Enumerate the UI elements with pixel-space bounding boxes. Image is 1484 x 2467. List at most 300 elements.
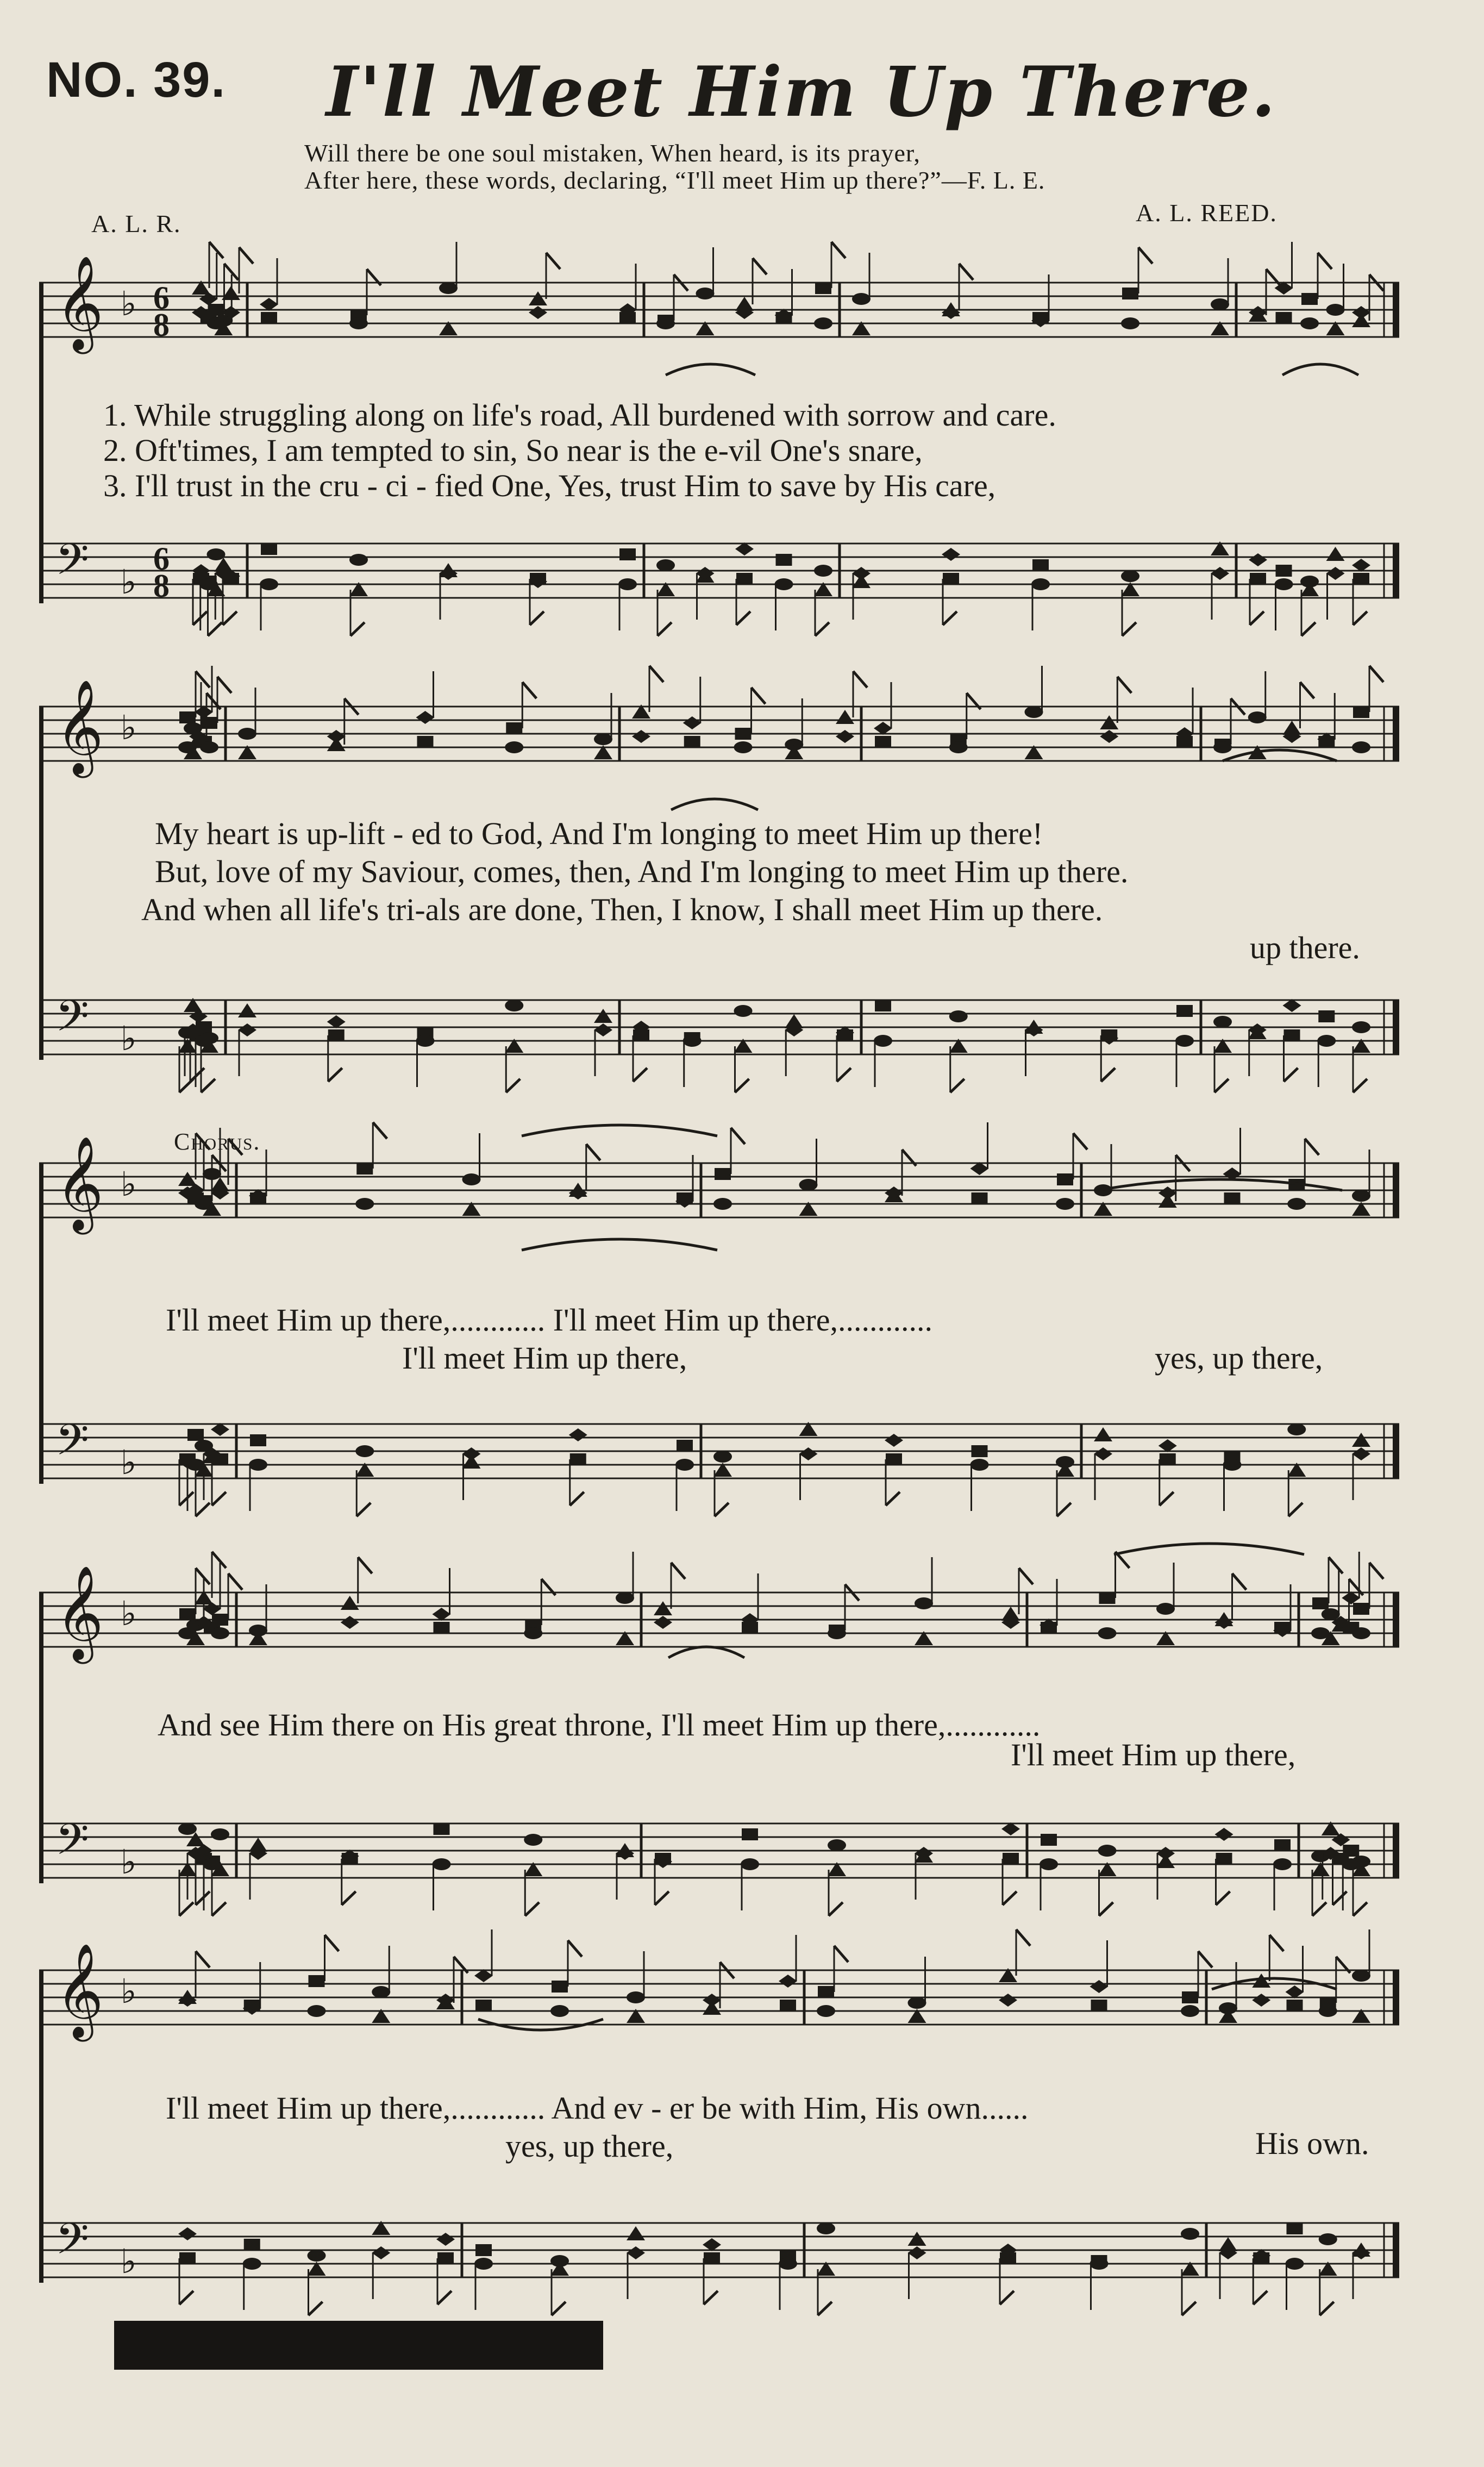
note-head — [703, 1994, 721, 2007]
note-head — [684, 736, 700, 748]
note-flag — [1300, 682, 1314, 698]
note-head — [742, 1828, 758, 1840]
note-flag — [1353, 611, 1367, 625]
note-head — [570, 1453, 586, 1465]
note-head — [594, 1009, 612, 1023]
note-head — [244, 2000, 260, 2012]
bass-clef-icon: 𝄢 — [55, 2214, 89, 2275]
note-head — [655, 1853, 671, 1865]
note-head — [474, 2258, 493, 2270]
note-head — [569, 1428, 587, 1441]
note-flag — [1288, 1503, 1303, 1516]
final-barline — [1393, 1592, 1399, 1647]
note-flag — [1216, 1891, 1230, 1905]
note-head — [775, 578, 793, 590]
note-head — [704, 2252, 720, 2264]
note-flag — [1101, 1068, 1115, 1082]
note-flag — [1369, 666, 1383, 682]
note-flag — [752, 688, 766, 704]
note-flag — [328, 1068, 342, 1082]
note-flag — [1369, 1563, 1383, 1579]
note-flag — [179, 1492, 193, 1506]
note-head — [776, 554, 792, 566]
note-flag — [1057, 1503, 1071, 1516]
slur — [1114, 1544, 1304, 1554]
note-head — [505, 741, 523, 753]
note-flag — [196, 1503, 210, 1516]
note-head — [1025, 1023, 1043, 1036]
flat-icon: ♭ — [121, 1842, 137, 1882]
note-head — [1283, 999, 1301, 1012]
note-head — [852, 567, 871, 580]
note-head — [1181, 2005, 1199, 2017]
note-head — [1342, 1591, 1360, 1604]
note-head — [703, 2238, 721, 2251]
note-flag — [1312, 1902, 1326, 1916]
note-head — [713, 1451, 732, 1463]
note-head — [1003, 1853, 1019, 1865]
note-flag — [309, 2302, 323, 2315]
note-head — [875, 1000, 891, 1011]
note-head — [178, 1823, 197, 1835]
note-head — [619, 548, 636, 560]
note-flag — [179, 1902, 193, 1916]
note-head — [212, 1614, 228, 1626]
note-head — [594, 733, 612, 745]
final-barline — [1393, 1823, 1399, 1878]
note-head — [417, 736, 434, 748]
note-head — [1181, 2228, 1199, 2240]
slur — [1282, 364, 1358, 375]
note-flag — [658, 622, 672, 636]
note-head — [908, 2246, 926, 2259]
note-flag — [950, 1079, 965, 1092]
note-head — [1032, 559, 1049, 571]
note-head — [416, 1035, 435, 1047]
note-flag — [834, 1946, 848, 1962]
note-head — [828, 1839, 846, 1851]
note-head — [355, 1198, 374, 1210]
note-head — [683, 1035, 702, 1047]
note-head — [178, 1994, 197, 2007]
note-head — [250, 1192, 266, 1204]
note-head — [799, 1447, 818, 1460]
note-head — [1211, 567, 1229, 580]
note-head — [342, 1853, 358, 1865]
note-head — [1213, 1016, 1232, 1028]
note-flag — [837, 1068, 851, 1082]
note-head — [433, 1608, 451, 1621]
note-head — [372, 1986, 390, 1998]
note-head — [1032, 312, 1049, 324]
note-head — [201, 717, 217, 729]
verse-3-line-2: And when all life's tri-als are done, Then, I know, I shall meet Him up there. — [141, 892, 1103, 927]
note-head — [308, 2250, 326, 2262]
note-flag — [358, 1557, 372, 1573]
note-head — [1253, 2252, 1269, 2264]
note-head — [439, 282, 458, 294]
note-head — [1287, 1423, 1306, 1435]
note-flag — [1117, 677, 1131, 693]
note-flag — [1269, 1935, 1283, 1951]
final-barline — [1393, 2223, 1399, 2277]
note-flag — [325, 1935, 339, 1951]
slur — [666, 364, 755, 375]
note-head — [632, 730, 650, 743]
note-head — [1252, 1994, 1270, 2007]
note-head — [474, 1969, 493, 1982]
final-barline — [1393, 1163, 1399, 1217]
note-flag — [196, 1568, 210, 1584]
note-head — [1249, 306, 1267, 319]
note-head — [1319, 2005, 1337, 2017]
note-head — [799, 1179, 818, 1191]
note-head — [1275, 578, 1293, 590]
note-head — [836, 730, 854, 743]
note-head — [349, 317, 368, 329]
system-bracket — [39, 707, 43, 1060]
chorus-line-3-echo-b: His own. — [1255, 2126, 1369, 2161]
note-head — [677, 1192, 693, 1204]
note-head — [817, 2005, 835, 2017]
note-flag — [1253, 2291, 1267, 2304]
note-head — [211, 1423, 229, 1436]
note-head — [439, 567, 458, 580]
note-head — [972, 1445, 988, 1457]
note-head — [1274, 1839, 1291, 1851]
flat-icon: ♭ — [121, 1164, 137, 1204]
note-head — [1274, 1622, 1291, 1634]
epigraph-line-2: After here, these words, declaring, “I'll meet Him up there?”—F. L. E. — [304, 166, 1045, 194]
treble-clef-icon: 𝄞 — [55, 1943, 104, 2038]
epigraph-line-1: Will there be one soul mistaken, When heard, is its prayer, — [304, 139, 921, 167]
note-flag — [715, 1503, 729, 1516]
verse-2-line-1: 2. Oft'times, I am tempted to sin, So near is the e-vil One's snare, — [103, 433, 923, 468]
note-head — [616, 1847, 634, 1860]
note-head — [1031, 578, 1050, 590]
note-flag — [1353, 1902, 1367, 1916]
note-head — [436, 2233, 455, 2246]
note-head — [244, 2239, 260, 2251]
note-head — [550, 2005, 569, 2017]
note-head — [814, 317, 832, 329]
note-head — [627, 1991, 645, 2003]
note-head — [633, 1029, 649, 1041]
note-head — [616, 1592, 634, 1604]
note-head — [207, 548, 226, 560]
note-head — [195, 705, 213, 719]
chorus-line-2: And see Him there on His great throne, I'll meet Him up there,............ — [158, 1707, 1041, 1742]
note-head — [776, 312, 792, 324]
note-head — [627, 2226, 645, 2240]
note-flag — [373, 1122, 387, 1139]
slur — [522, 1239, 717, 1250]
note-head — [327, 730, 346, 743]
note-head — [970, 1459, 989, 1471]
note-head — [309, 1975, 325, 1987]
note-head — [874, 1035, 892, 1047]
note-flag — [1284, 1068, 1298, 1082]
note-head — [434, 1823, 450, 1835]
note-head — [260, 578, 278, 590]
note-head — [828, 1627, 846, 1639]
note-head — [475, 2000, 492, 2012]
note-head — [713, 1198, 732, 1210]
note-flag — [196, 1891, 210, 1905]
note-head — [1352, 1021, 1370, 1033]
note-flag — [1019, 1568, 1033, 1584]
verse-1-line-2: My heart is up-lift - ed to God, And I'm longing to meet Him up there! — [155, 816, 1043, 851]
time-signature-bottom: 8 — [153, 307, 170, 343]
time-signature-top: 6 — [153, 541, 170, 577]
note-head — [462, 1173, 481, 1185]
note-head — [683, 716, 702, 729]
treble-clef-icon: 𝄞 — [55, 679, 104, 774]
note-flag — [228, 1573, 242, 1590]
note-head — [1248, 711, 1267, 723]
note-head — [208, 304, 224, 316]
note-head — [569, 1186, 587, 1200]
note-head — [179, 1608, 196, 1620]
hymn-number: NO. 39. — [46, 52, 227, 108]
note-head — [1249, 553, 1267, 566]
note-head — [942, 306, 960, 319]
note-head — [627, 2246, 645, 2259]
note-head — [434, 1622, 450, 1634]
chorus-line-3: I'll meet Him up there,............ And ev - er be with Him, His own...... — [166, 2090, 1029, 2126]
note-head — [1094, 1427, 1112, 1441]
note-flag — [1073, 1133, 1087, 1150]
note-flag — [886, 1492, 900, 1506]
note-head — [261, 543, 277, 555]
note-head — [1286, 2258, 1304, 2270]
note-head — [1159, 1439, 1177, 1452]
note-flag — [568, 1940, 582, 1957]
note-head — [436, 1994, 455, 2007]
note-head — [243, 2258, 261, 2270]
chorus-line-3-echo-a: yes, up there, — [505, 2128, 674, 2164]
treble-clef-icon: 𝄞 — [55, 1136, 104, 1231]
note-head — [1041, 1834, 1057, 1846]
note-head — [1121, 570, 1139, 582]
chorus-line-1-echo-b: yes, up there, — [1155, 1340, 1323, 1376]
note-head — [475, 2244, 492, 2256]
note-head — [416, 711, 435, 724]
note-head — [1312, 1597, 1329, 1609]
note-head — [506, 722, 522, 734]
note-flag — [1016, 1929, 1030, 1946]
note-head — [179, 2252, 196, 2264]
flat-icon: ♭ — [121, 1971, 137, 2011]
note-head — [1276, 312, 1292, 324]
bass-clef-icon: 𝄢 — [55, 1415, 89, 1476]
treble-clef-icon: 𝄞 — [55, 255, 104, 350]
note-flag — [735, 1079, 749, 1092]
note-head — [1317, 1035, 1336, 1047]
note-head — [677, 1440, 693, 1452]
slur — [1223, 750, 1337, 761]
note-flag — [1003, 1891, 1017, 1905]
note-head — [1159, 1186, 1177, 1200]
note-head — [524, 1834, 542, 1846]
note-head — [836, 710, 854, 724]
note-flag — [239, 247, 253, 264]
note-head — [656, 317, 675, 329]
chorus-line-1-echo-a: I'll meet Him up there, — [402, 1340, 687, 1376]
note-head — [1121, 317, 1139, 329]
note-head — [530, 573, 546, 585]
final-barline — [1393, 1970, 1399, 2025]
note-flag — [959, 264, 973, 280]
note-head — [1176, 736, 1193, 748]
final-barline — [1393, 1424, 1399, 1478]
note-head — [1098, 1627, 1117, 1639]
note-head — [1211, 298, 1229, 310]
flat-icon: ♭ — [121, 1594, 137, 1633]
note-head — [356, 1163, 373, 1175]
note-head — [594, 1023, 612, 1036]
note-head — [341, 1616, 359, 1629]
note-flag — [815, 622, 829, 636]
bass-clef-icon: 𝄢 — [55, 534, 89, 595]
note-head — [212, 1453, 228, 1465]
note-head — [1040, 1858, 1058, 1870]
note-head — [1057, 1173, 1073, 1185]
verse-1-line-1: 1. While struggling along on life's road, All burdened with sorrow and care. — [103, 397, 1056, 433]
note-flag — [586, 1144, 600, 1160]
note-head — [261, 312, 277, 324]
note-head — [308, 2005, 326, 2017]
note-head — [1215, 1828, 1233, 1841]
note-head — [1176, 1005, 1193, 1017]
note-flag — [201, 1079, 215, 1092]
note-flag — [818, 2302, 832, 2315]
note-head — [178, 1172, 197, 1186]
note-head — [1025, 706, 1043, 718]
note-flag — [356, 1503, 371, 1516]
note-head — [196, 1021, 212, 1033]
note-flag — [633, 1068, 647, 1082]
note-flag — [1250, 611, 1264, 625]
note-head — [1352, 306, 1370, 319]
bass-clef-icon: 𝄢 — [55, 991, 89, 1052]
verse-ending-echo: up there. — [1250, 930, 1360, 965]
note-head — [999, 1994, 1017, 2007]
slur — [522, 1125, 717, 1136]
note-flag — [853, 671, 867, 688]
note-head — [1091, 2000, 1107, 2012]
note-flag — [1232, 1573, 1247, 1590]
note-head — [779, 2258, 797, 2270]
note-flag — [212, 1492, 226, 1506]
note-flag — [731, 1128, 745, 1144]
note-head — [211, 1828, 229, 1840]
note-head — [1287, 2222, 1303, 2234]
final-barline — [1393, 544, 1399, 598]
note-flag — [530, 611, 544, 625]
note-head — [529, 291, 547, 305]
note-head — [942, 548, 960, 561]
note-head — [915, 1847, 933, 1860]
note-head — [949, 1010, 968, 1022]
bass-clef-icon: 𝄢 — [55, 1814, 89, 1875]
note-head — [852, 293, 871, 305]
note-head — [815, 282, 831, 294]
note-head — [1273, 1858, 1292, 1870]
note-flag — [1305, 1139, 1319, 1155]
note-head — [908, 2232, 926, 2246]
note-head — [1326, 304, 1345, 316]
music-credit: A. L. REED. — [1136, 199, 1278, 227]
note-flag — [1329, 1557, 1343, 1573]
note-flag — [190, 1068, 204, 1082]
note-flag — [212, 1902, 226, 1916]
note-head — [1100, 715, 1118, 729]
note-head — [735, 728, 752, 740]
time-signature-top: 6 — [153, 280, 170, 316]
note-flag — [217, 677, 231, 693]
note-head — [741, 1858, 759, 1870]
note-head — [238, 1003, 256, 1017]
note-head — [1000, 2252, 1016, 2264]
note-head — [178, 2227, 197, 2240]
note-head — [837, 1029, 853, 1041]
chorus-line-2-echo: I'll meet Him up there, — [1011, 1737, 1296, 1772]
note-head — [1352, 2246, 1370, 2259]
note-head — [250, 1434, 266, 1446]
note-flag — [736, 611, 750, 625]
note-head — [1287, 2000, 1303, 2012]
note-head — [1090, 1980, 1109, 1993]
note-head — [437, 2252, 454, 2264]
note-flag — [212, 1552, 226, 1568]
note-head — [972, 1192, 988, 1204]
note-head — [654, 1616, 672, 1629]
note-flag — [196, 1951, 210, 1968]
note-head — [1352, 1190, 1370, 1202]
note-head — [654, 1601, 672, 1615]
flat-icon: ♭ — [121, 2241, 137, 2281]
final-barline — [1393, 1000, 1399, 1054]
note-flag — [525, 1902, 539, 1916]
system-bracket — [39, 283, 43, 603]
note-head — [328, 1029, 345, 1041]
note-head — [885, 1186, 903, 1200]
note-head — [327, 1015, 346, 1028]
note-head — [656, 559, 675, 571]
treble-clef-icon: 𝄞 — [55, 1565, 104, 1660]
note-flag — [570, 1492, 584, 1506]
note-head — [238, 1023, 256, 1036]
note-head — [885, 1434, 903, 1447]
time-signature-bottom: 8 — [153, 568, 170, 604]
note-head — [1100, 730, 1118, 743]
note-head — [1223, 1459, 1242, 1471]
note-head — [1175, 1035, 1194, 1047]
note-head — [1326, 567, 1345, 580]
note-head — [1353, 573, 1369, 585]
note-flag — [1122, 622, 1136, 636]
note-head — [735, 542, 754, 555]
note-head — [943, 573, 959, 585]
note-flag — [655, 1891, 669, 1905]
note-head — [675, 1459, 694, 1471]
note-head — [1352, 1433, 1370, 1447]
system-bracket — [39, 1592, 43, 1883]
note-flag — [1138, 247, 1153, 264]
note-head — [814, 565, 832, 577]
note-head — [886, 1453, 902, 1465]
